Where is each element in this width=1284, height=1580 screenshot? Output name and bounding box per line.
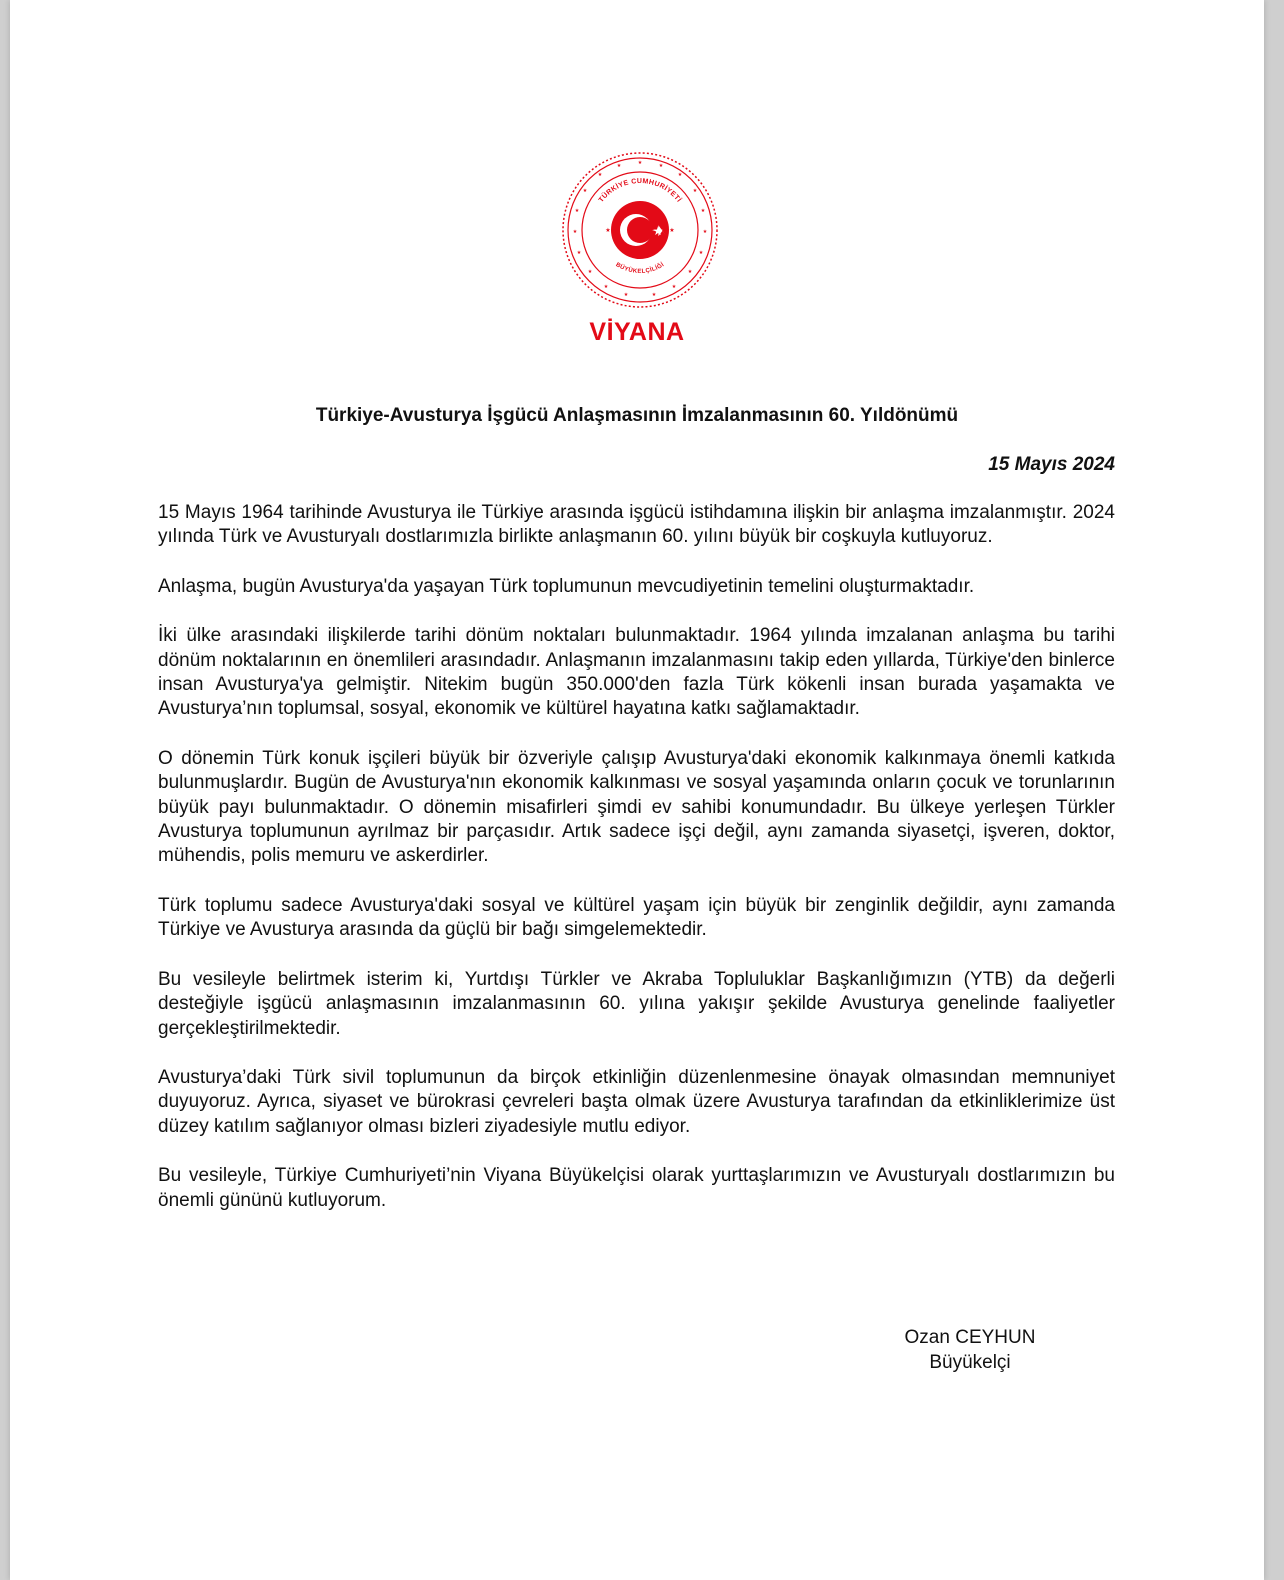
body-paragraph: Avusturya’daki Türk sivil toplumunun da birçok etkinliğin düzenlenmesine önayak olmasından memnuniyet duyuyoruz. Ayrıca, siyaset ve bürokrasi çevreleri başta olmak üzere Avusturya tarafından da etkinliklerimize üst düzey katılım sağlanıyor olması bizleri ziyadesiyle mutlu ediyor. <box>158 1066 1115 1137</box>
svg-text:★: ★ <box>603 284 609 290</box>
svg-text:★: ★ <box>677 172 683 178</box>
svg-text:★: ★ <box>623 292 629 298</box>
signatory-name: Ozan CEYHUN <box>904 1327 1036 1348</box>
svg-text:★: ★ <box>652 224 664 238</box>
letterhead-city: VİYANA <box>589 318 685 346</box>
svg-text:★: ★ <box>605 228 611 234</box>
svg-text:★: ★ <box>576 250 582 256</box>
body-paragraph: Türk toplumu sadece Avusturya'daki sosyal ve kültürel yaşam için büyük bir zenginlik değildir, aynı zamanda Türkiye ve Avusturya arasında da güçlü bir bağı simgelemektedir. <box>158 894 1115 941</box>
svg-text:★: ★ <box>687 269 693 275</box>
svg-text:★: ★ <box>671 284 677 290</box>
document-page <box>10 0 1264 1580</box>
svg-text:★: ★ <box>692 188 698 194</box>
document-title: Türkiye-Avusturya İşgücü Anlaşmasının İmzalanmasının 60. Yıldönümü <box>315 405 959 426</box>
document-body <box>158 501 1115 1238</box>
body-paragraph: Anlaşma, bugün Avusturya'da yaşayan Türk toplumunun mevcudiyetinin temelini oluşturmaktadır. <box>158 575 975 597</box>
svg-text:★: ★ <box>597 172 603 178</box>
body-paragraph: Bu vesileyle belirtmek isterim ki, Yurtdışı Türkler ve Akraba Topluluklar Başkanlığımızın (YTB) da değerli desteğiyle işgücü anlaşmasının imzalanmasının 60. yılına yakışır şekilde Avusturya genelinde faaliyetler gerçekleştirilmektedir. <box>158 968 1115 1039</box>
body-paragraph: İki ülke arasındaki ilişkilerde tarihi dönüm noktaları bulunmaktadır. 1964 yılında imzalanan anlaşma bu tarihi dönüm noktalarının en önemlileri arasındadır. Anlaşmanın imzalanmasını takip eden yıllarda, Türkiye'den binlerce insan Avusturya'ya gelmiştir. Nitekim bugün 350.000'den fazla Türk kökenli insan burada yaşamakta ve Avusturya’nın toplumsal, sosyal, ekonomik ve kültürel hayatına katkı sağlamaktadır. <box>158 625 1115 720</box>
svg-text:★: ★ <box>669 228 675 234</box>
svg-text:★: ★ <box>616 163 622 169</box>
svg-text:TÜRKİYE CUMHURİYETİ: TÜRKİYE CUMHURİYETİ <box>597 178 683 204</box>
svg-text:★: ★ <box>572 229 578 235</box>
svg-text:★: ★ <box>658 163 664 169</box>
svg-text:★: ★ <box>587 269 593 275</box>
svg-text:★: ★ <box>637 160 643 166</box>
signature-block <box>860 1325 1080 1375</box>
svg-text:★: ★ <box>574 208 580 214</box>
body-paragraph: O dönemin Türk konuk işçileri büyük bir özveriyle çalışıp Avusturya'daki ekonomik kalkınmaya önemli katkıda bulunmuşlardır. Bugün de Avusturya'nın ekonomik kalkınması ve sosyal yaşamında onların çocuk ve torunlarının büyük payı bulunmaktadır. O dönemin misafirleri şimdi ev sahibi konumundadır. Bu ülkeye yerleşen Türkler Avusturya toplumunun ayrılmaz bir parçasıdır. Artık sadece işçi değil, aynı zamanda siyasetçi, işveren, doktor, mühendis, polis memuru ve askerdirler. <box>158 747 1115 867</box>
body-paragraph: Bu vesileyle, Türkiye Cumhuriyeti’nin Viyana Büyükelçisi olarak yurttaşlarımızın ve Avusturyalı dostlarımızın bu önemli gününü kutluyorum. <box>158 1165 1115 1211</box>
svg-text:★: ★ <box>700 208 706 214</box>
embassy-seal-logo <box>560 150 720 310</box>
document-date: 15 Mayıs 2024 <box>988 454 1115 475</box>
svg-text:BÜYÜKELÇİLİĞİ: BÜYÜKELÇİLİĞİ <box>614 262 666 275</box>
svg-text:★: ★ <box>582 188 588 194</box>
svg-text:★: ★ <box>702 229 708 235</box>
signatory-role: Büyükelçi <box>929 1352 1011 1373</box>
svg-text:★: ★ <box>651 292 657 298</box>
svg-text:★: ★ <box>698 250 704 256</box>
body-paragraph: 15 Mayıs 1964 tarihinde Avusturya ile Türkiye arasında işgücü istihdamına ilişkin bir anlaşma imzalanmıştır. 2024 yılında Türk ve Avusturyalı dostlarımızla birlikte anlaşmanın 60. yılını büyük bir coşkuyla kutluyoruz. <box>158 502 1115 548</box>
